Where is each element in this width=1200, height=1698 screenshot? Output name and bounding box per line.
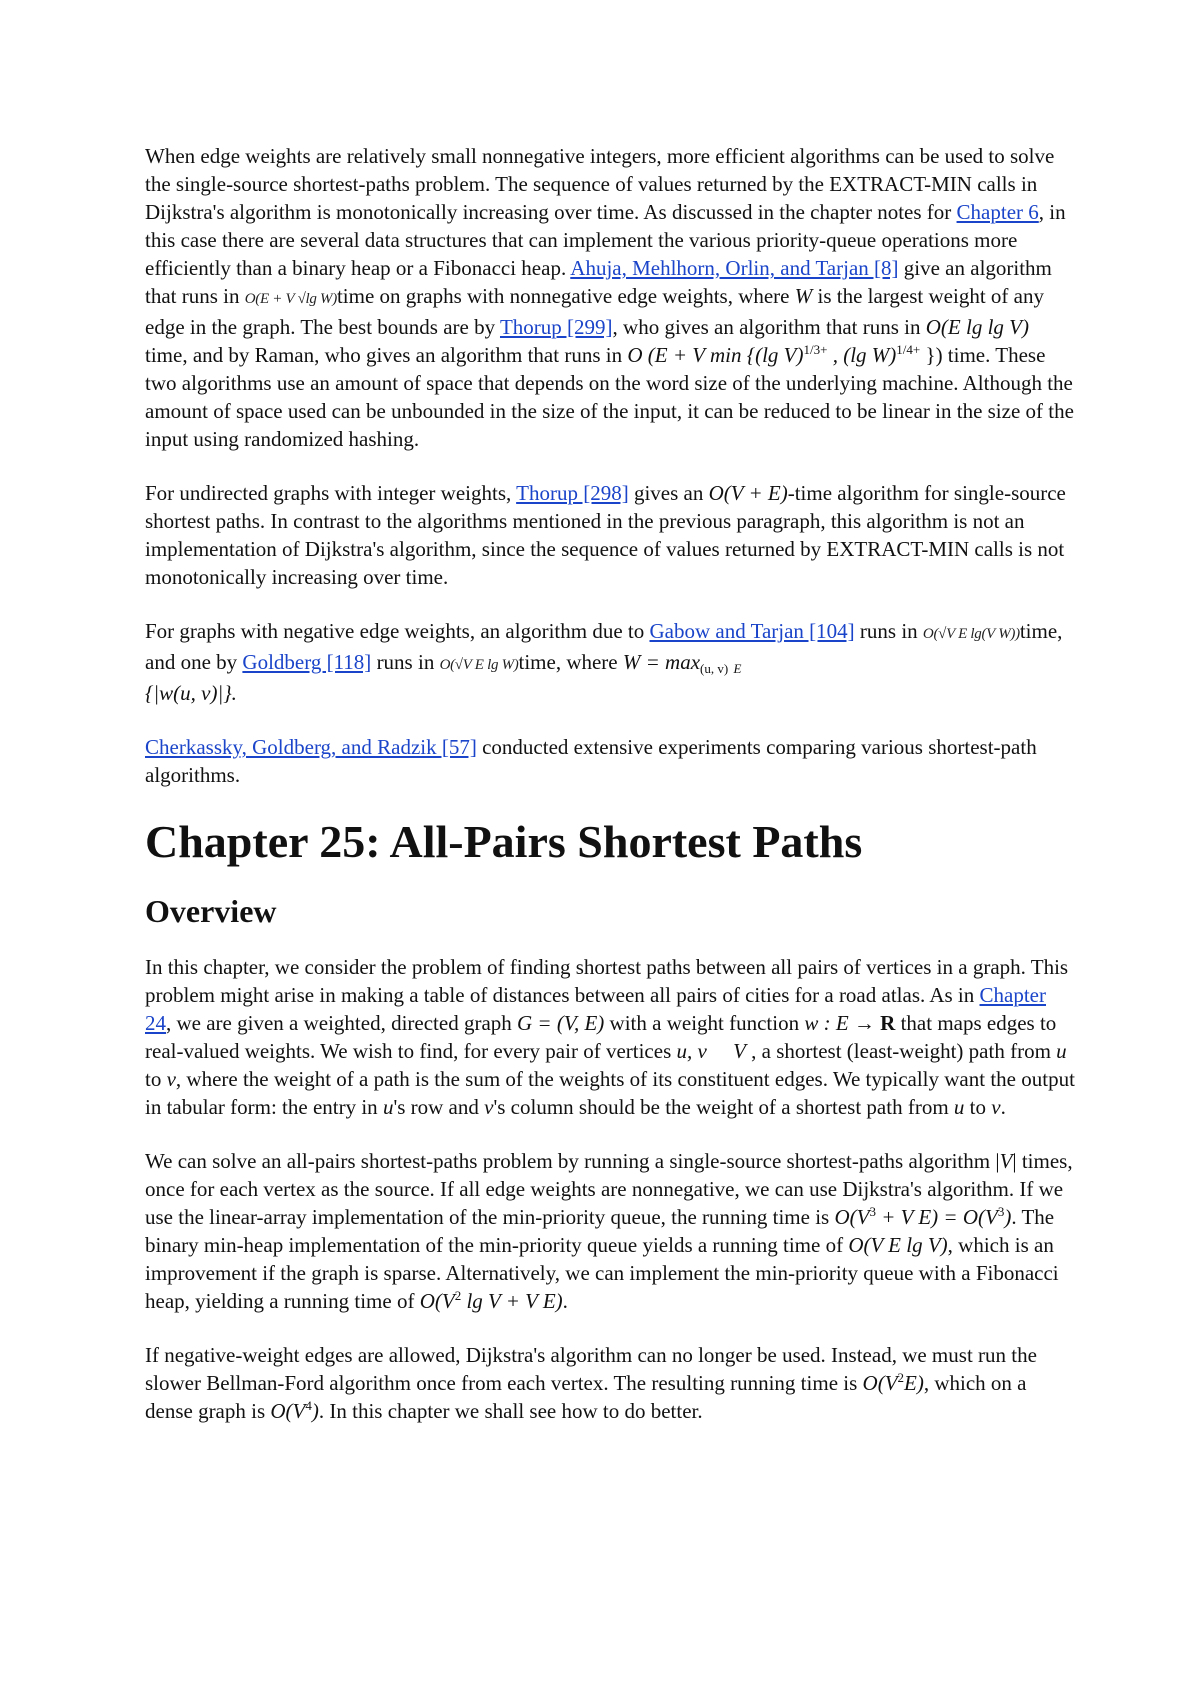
link-gabow-tarjan[interactable]: Gabow and Tarjan [104] <box>649 619 855 643</box>
formula-image: O(√V E lg W) <box>439 657 519 673</box>
paragraph-undirected-graphs: For undirected graphs with integer weights, Thorup [298] gives an O(V + E)-time algorithm for single-source shortest paths. In contrast to the algorithms mentioned in the previous paragraph, this algorithm is not an implementation of Dijkstra's algorithm, since the sequence of values returned by EXTRACT-MIN calls is not monotonically increasing over time. <box>145 481 1066 589</box>
link-ahuja-et-al[interactable]: Ahuja, Mehlhorn, Orlin, and Tarjan [8] <box>570 256 899 280</box>
section-title: Overview <box>145 893 277 929</box>
paragraph-negative-weights: For graphs with negative edge weights, an algorithm due to Gabow and Tarjan [104] runs in O(√V E lg(V W))time, and one by Goldberg [118] runs in O(√V E lg W)time, where $W = \max_{(u, v)} _E$ {|w(u, v)|}. <box>145 619 1063 705</box>
paragraph-overview-intro: In this chapter, we consider the problem of finding shortest paths between all pairs of vertices in a graph. This problem might arise in making a table of distances between all pairs of cities for a road atlas. As in Chapter 24, we are given a weighted, directed graph G = (V, E) with a weight function w : E → R that maps edges to real-valued weights. We wish to find, for every pair of vertices u, v V , a shortest (least-weight) path from u to v, where the weight of a path is the sum of the weights of its constituent edges. We typically want the output in tabular form: the entry in u's row and v's column should be the weight of a shortest path from u to v. <box>145 955 1075 1119</box>
paragraph-experiments: Cherkassky, Goldberg, and Radzik [57] conducted extensive experiments comparing various shortest-path algorithms. <box>145 735 1037 787</box>
paragraph-negative-weight-edges: If negative-weight edges are allowed, Dijkstra's algorithm can no longer be used. Instead, we must run the slower Bellman-Ford algorithm once from each vertex. The resulting running time is $O(V^2E)$, which on a dense graph is $O(V^4)$. In this chapter we shall see how to do better. <box>145 1343 1037 1423</box>
link-goldberg[interactable]: Goldberg [118] <box>242 650 372 674</box>
paragraph-efficient-algorithms: When edge weights are relatively small nonnegative integers, more efficient algorithms can be used to solve the single-source shortest-paths problem. The sequence of values returned by the EXTRACT-MIN calls in Dijkstra's algorithm is monotonically increasing over time. As discussed in the chapter notes for Chapter 6, in this case there are several data structures that can implement the various priority-queue operations more efficiently than a binary heap or a Fibonacci heap. Ahuja, Mehlhorn, Orlin, and Tarjan [8] give an algorithm that runs in O(E + V √lg W)time on graphs with nonnegative edge weights, where W is the largest weight of any edge in the graph. The best bounds are by Thorup [299], who gives an algorithm that runs in O(E lg lg V) time, and by Raman, who gives an algorithm that runs in O (E + V min {(lg V)$^{1/3+}$ , (lg W)$^{1/4+}$ }) time. These two algorithms use an amount of space that depends on the word size of the underlying machine. Although the amount of space used can be unbounded in the size of the input, it can be reduced to be linear in the size of the input using randomized hashing. <box>145 144 1074 451</box>
link-thorup-298[interactable]: Thorup [298] <box>516 481 629 505</box>
paragraph-running-times: We can solve an all-pairs shortest-paths problem by running a single-source shortest-paths algorithm |V| times, once for each vertex as the source. If all edge weights are nonnegative, we can use Dijkstra's algorithm. If we use the linear-array implementation of the min-priority queue, the running time is $O(V^3 + V$ $E) = O(V^3)$. The binary min-heap implementation of the min-priority queue yields a running time of O(V E lg V), which is an improvement if the graph is sparse. Alternatively, we can implement the min-priority queue with a Fibonacci heap, yielding a running time of $O(V^2$ lg V + V E). <box>145 1149 1073 1313</box>
link-chapter-24[interactable]: Chapter 24 <box>145 983 1046 1035</box>
link-cherkassky-et-al[interactable]: Cherkassky, Goldberg, and Radzik [57] <box>145 735 477 759</box>
document-content <box>145 142 1075 1451</box>
link-chapter-6[interactable]: Chapter 6 <box>956 200 1039 224</box>
link-thorup-299[interactable]: Thorup [299] <box>499 315 613 339</box>
formula-image: O(E + V √lg W) <box>244 291 337 307</box>
chapter-title: Chapter 25: All-Pairs Shortest Paths <box>145 816 863 867</box>
formula-image: O(√V E lg(V W)) <box>922 626 1020 642</box>
